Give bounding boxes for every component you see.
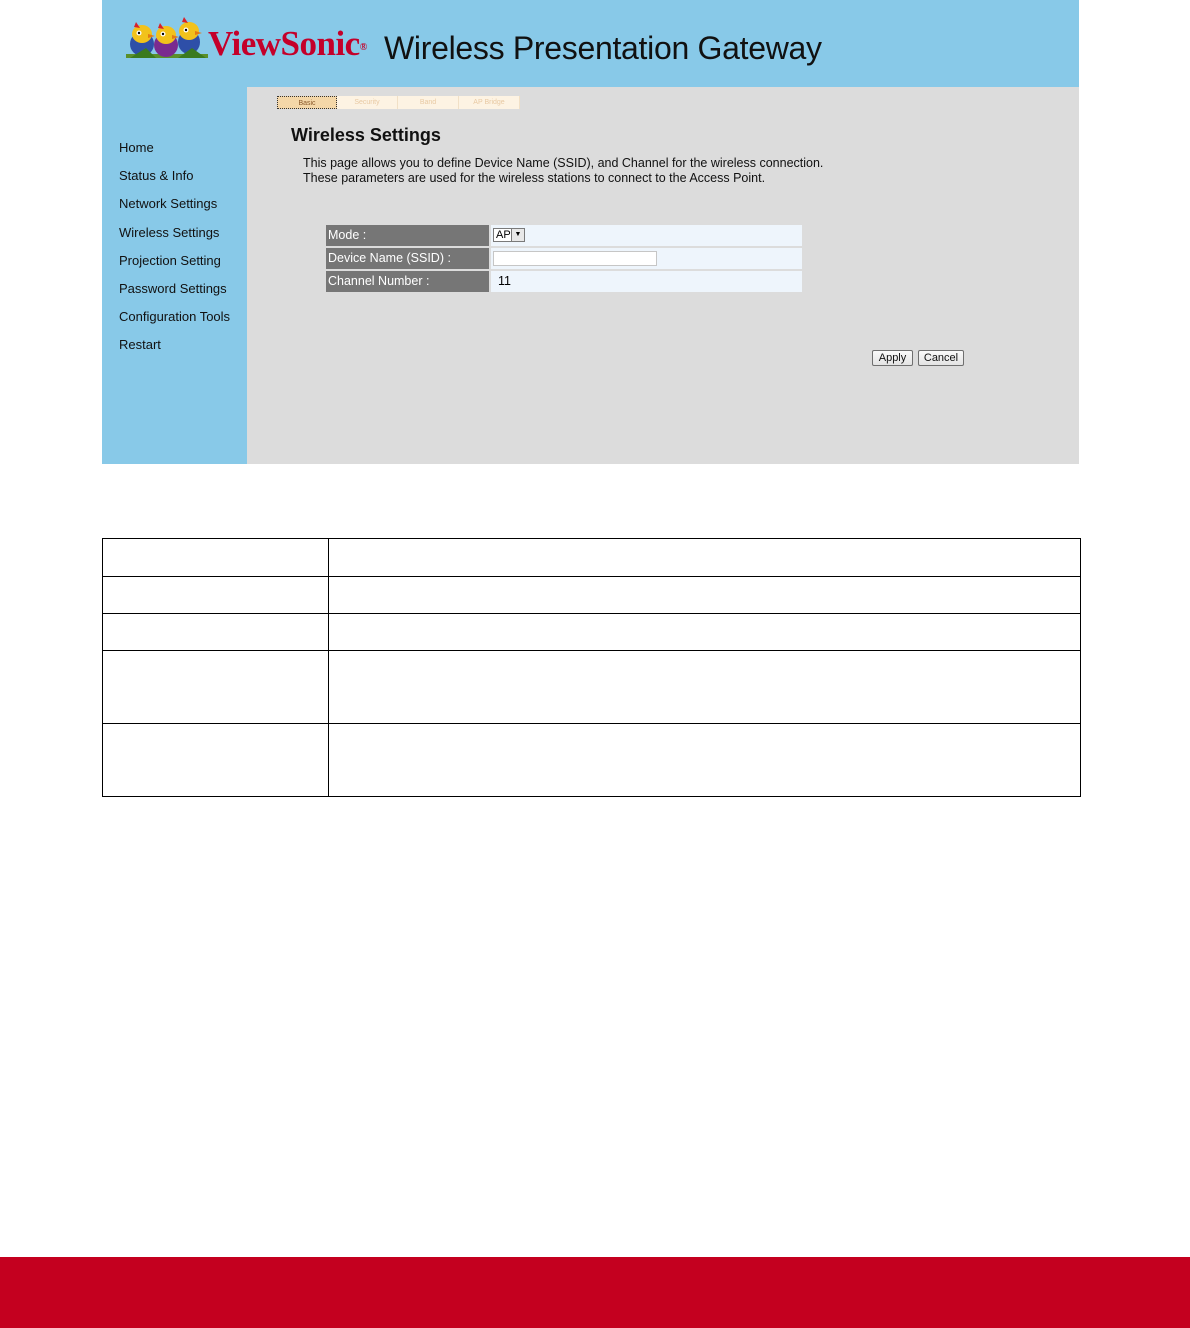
- tab-security[interactable]: Security: [337, 96, 398, 109]
- table-cell: [329, 539, 1081, 577]
- ssid-label: Device Name (SSID) :: [326, 248, 489, 269]
- sidebar-item-network-settings[interactable]: Network Settings: [119, 196, 218, 211]
- ssid-value-cell: [491, 248, 802, 269]
- table-row: [103, 539, 1081, 577]
- table-cell: [103, 651, 329, 724]
- main-content: [247, 87, 1079, 464]
- birds-logo-icon: [126, 14, 208, 64]
- tab-basic[interactable]: Basic: [277, 96, 337, 109]
- sidebar-item-password-settings[interactable]: Password Settings: [119, 281, 227, 296]
- table-cell: [103, 577, 329, 614]
- table-cell: [329, 651, 1081, 724]
- apply-button[interactable]: Apply: [872, 350, 913, 366]
- table-cell: [103, 724, 329, 797]
- page-description-line-2: These parameters are used for the wireless stations to connect to the Access Point.: [303, 171, 766, 185]
- brand-logo-text: ViewSonic®: [208, 24, 367, 63]
- table-cell: [329, 614, 1081, 651]
- mode-selected-value: AP: [496, 229, 511, 241]
- channel-value-cell: [491, 271, 802, 292]
- sidebar-item-wireless-settings[interactable]: Wireless Settings: [119, 225, 220, 240]
- table-cell: [329, 724, 1081, 797]
- footer-bar: [0, 1257, 1190, 1328]
- channel-row: [326, 271, 802, 292]
- tab-ap-bridge[interactable]: AP Bridge: [459, 96, 520, 109]
- sidebar-item-status-info[interactable]: Status & Info: [119, 168, 194, 183]
- table-cell: [103, 614, 329, 651]
- sidebar-item-configuration-tools[interactable]: Configuration Tools: [119, 309, 231, 324]
- table-cell: [329, 577, 1081, 614]
- product-title: Wireless Presentation Gateway: [384, 30, 822, 66]
- chevron-down-icon[interactable]: ▼: [511, 229, 524, 241]
- table-row: [103, 614, 1081, 651]
- page-description-line-1: This page allows you to define Device Name (SSID), and Channel for the wireless connection.: [303, 156, 824, 170]
- sidebar-item-restart[interactable]: Restart: [119, 337, 161, 352]
- ssid-row: [326, 248, 802, 269]
- sidebar-item-home[interactable]: Home: [119, 140, 154, 155]
- cancel-button[interactable]: Cancel: [918, 350, 964, 366]
- channel-value: 11: [498, 274, 511, 288]
- page-title: Wireless Settings: [291, 125, 441, 145]
- channel-label: Channel Number :: [326, 271, 489, 292]
- ssid-input[interactable]: [493, 251, 657, 266]
- mode-row: [326, 225, 802, 246]
- tab-band[interactable]: Band: [398, 96, 459, 109]
- sidebar-nav: [102, 87, 247, 464]
- mode-value-cell: [491, 225, 802, 246]
- table-row: [103, 724, 1081, 797]
- header-banner: [102, 0, 1079, 87]
- table-row: [103, 651, 1081, 724]
- table-cell: [103, 539, 329, 577]
- gateway-screenshot: [102, 0, 1079, 464]
- table-row: [103, 577, 1081, 614]
- mode-select[interactable]: [493, 228, 525, 242]
- tab-bar: [277, 96, 520, 109]
- description-table: [102, 538, 1081, 797]
- sidebar-item-projection-setting[interactable]: Projection Setting: [119, 253, 221, 268]
- mode-label: Mode :: [326, 225, 489, 246]
